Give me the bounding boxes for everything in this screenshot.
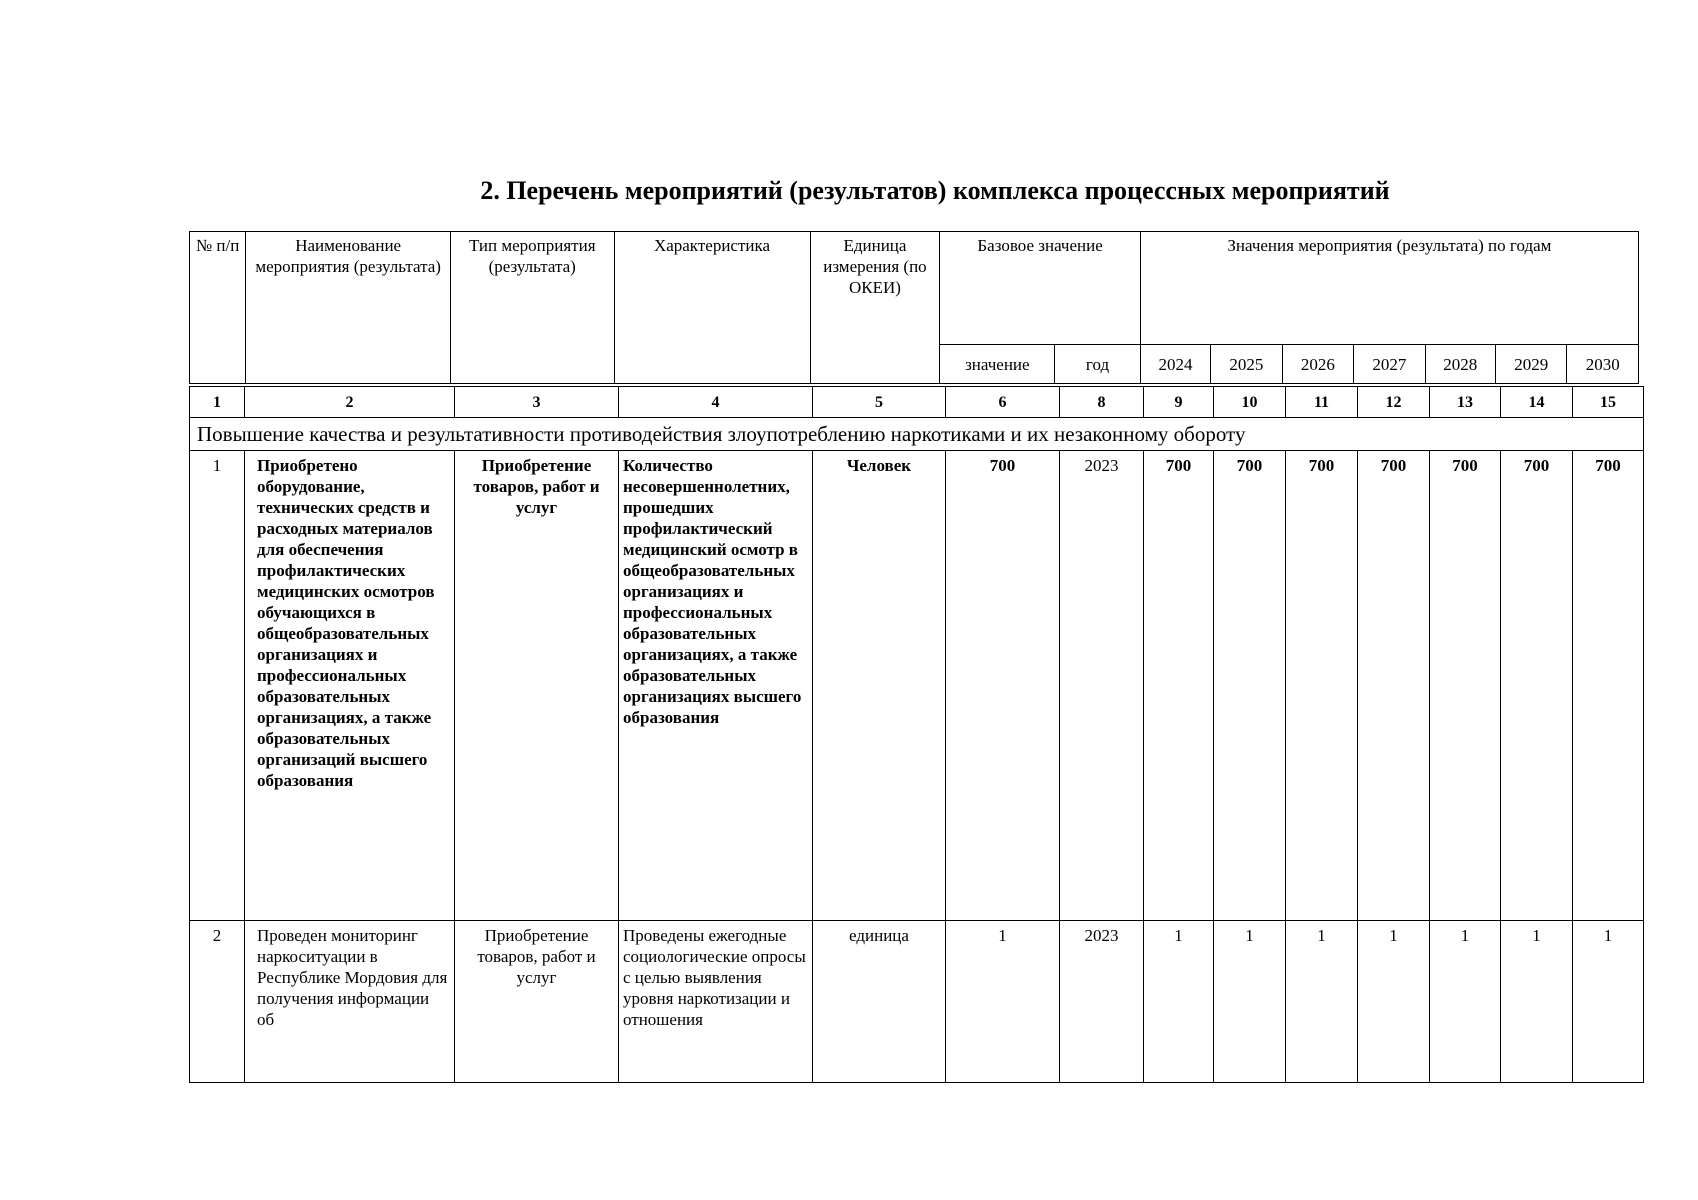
header-type: Тип мероприятия (результата) — [450, 232, 614, 384]
column-number: 12 — [1358, 387, 1430, 418]
row-year-value: 700 — [1430, 451, 1501, 921]
header-year: 2028 — [1425, 345, 1495, 384]
row-type: Приобретение товаров, работ и услуг — [455, 921, 619, 1083]
data-table — [189, 386, 1643, 1082]
header-base-year: год — [1055, 345, 1141, 384]
row-year-value: 1 — [1144, 921, 1214, 1083]
row-year-value: 700 — [1501, 451, 1573, 921]
header-year: 2029 — [1495, 345, 1566, 384]
row-base-year: 2023 — [1060, 451, 1144, 921]
row-num: 2 — [190, 921, 245, 1083]
header-table — [189, 231, 1639, 383]
row-year-value: 1 — [1573, 921, 1644, 1083]
header-num: № п/п — [190, 232, 246, 384]
column-number: 10 — [1214, 387, 1286, 418]
header-base-value: значение — [940, 345, 1055, 384]
column-number: 9 — [1144, 387, 1214, 418]
row-unit: единица — [813, 921, 946, 1083]
header-year: 2026 — [1282, 345, 1353, 384]
row-year-value: 700 — [1358, 451, 1430, 921]
column-number: 11 — [1286, 387, 1358, 418]
column-number: 4 — [619, 387, 813, 418]
header-by-years: Значения мероприятия (результата) по годам — [1140, 232, 1638, 345]
column-number: 14 — [1501, 387, 1573, 418]
column-number: 13 — [1430, 387, 1501, 418]
section-title: Повышение качества и результативности противодействия злоупотреблению наркотиками и их незаконному обороту — [190, 418, 1644, 451]
row-base-year: 2023 — [1060, 921, 1144, 1083]
header-year: 2024 — [1140, 345, 1210, 384]
row-name: Проведен мониторинг наркоситуации в Республике Мордовия для получения информации об — [245, 921, 455, 1083]
header-year: 2025 — [1211, 345, 1282, 384]
column-number: 6 — [946, 387, 1060, 418]
header-unit: Единица измерения (по ОКЕИ) — [810, 232, 940, 384]
table-row — [190, 451, 1644, 921]
row-year-value: 1 — [1286, 921, 1358, 1083]
row-year-value: 700 — [1144, 451, 1214, 921]
row-year-value: 1 — [1214, 921, 1286, 1083]
row-year-value: 1 — [1501, 921, 1573, 1083]
column-number: 15 — [1573, 387, 1644, 418]
header-characteristic: Характеристика — [614, 232, 810, 384]
header-base: Базовое значение — [940, 232, 1140, 345]
row-base-value: 1 — [946, 921, 1060, 1083]
table-row — [190, 921, 1644, 1083]
row-year-value: 700 — [1286, 451, 1358, 921]
row-year-value: 700 — [1214, 451, 1286, 921]
row-type: Приобретение товаров, работ и услуг — [455, 451, 619, 921]
row-num: 1 — [190, 451, 245, 921]
column-number: 2 — [245, 387, 455, 418]
row-year-value: 700 — [1573, 451, 1644, 921]
header-name: Наименование мероприятия (результата) — [246, 232, 451, 384]
column-number: 1 — [190, 387, 245, 418]
row-unit: Человек — [813, 451, 946, 921]
page-title: 2. Перечень мероприятий (результатов) комплекса процессных мероприятий — [480, 176, 1390, 205]
row-name: Приобретено оборудование, технических средств и расходных материалов для обеспечения профилактических медицинских осмотров обучающихся в общеобразовательных организациях и профессиональных образовательных организациях, а также образовательных организаций высшего образования — [245, 451, 455, 921]
column-number: 8 — [1060, 387, 1144, 418]
row-base-value: 700 — [946, 451, 1060, 921]
header-year: 2030 — [1567, 345, 1639, 384]
header-year: 2027 — [1354, 345, 1425, 384]
column-number: 3 — [455, 387, 619, 418]
row-year-value: 1 — [1430, 921, 1501, 1083]
row-characteristic: Проведены ежегодные социологические опросы с целью выявления уровня наркотизации и отношения — [619, 921, 813, 1083]
column-number: 5 — [813, 387, 946, 418]
row-characteristic: Количество несовершеннолетних, прошедших профилактический медицинский осмотр в общеобразовательных организациях и профессиональных образовательных организациях, а также образовательных организациях высшего образования — [619, 451, 813, 921]
row-year-value: 1 — [1358, 921, 1430, 1083]
